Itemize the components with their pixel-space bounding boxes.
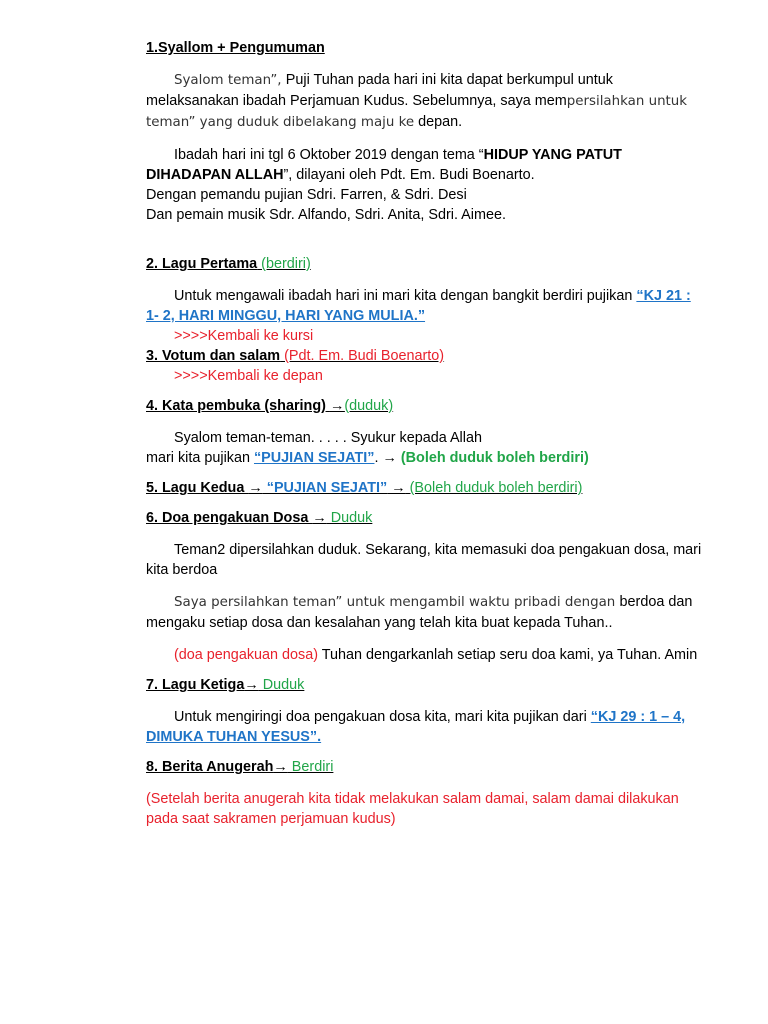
song-kj29-link[interactable]: “KJ 29 : 1 – 4, DIMUKA TUHAN YESUS”. [146, 709, 686, 745]
section-5-heading [146, 478, 706, 498]
section-4-title: 4. Kata pembuka (sharing) [146, 398, 330, 414]
song-pujian-sejati-link[interactable]: “PUJIAN SEJATI” [253, 450, 375, 466]
section-6-paragraph-1: Teman2 dipersilahkan duduk. Sekarang, kita memasuki doa pengakuan dosa, mari kita berdoa [146, 542, 702, 578]
section-7-text: Untuk mengiringi doa pengakuan dosa kita, mari kita pujikan dari [174, 709, 591, 725]
section-3-officiant: (Pdt. Em. Budi Boenarto) [280, 348, 445, 364]
section-8-title: 8. Berita Anugerah [146, 759, 274, 775]
section-6-prayer: Tuhan dengarkanlah setiap seru doa kami, ya Tuhan. Amin [318, 647, 698, 663]
section-8-posture: Berdiri [287, 759, 334, 775]
section-4-text: mari kita pujikan [146, 450, 254, 466]
section-1-paragraph-2 [146, 145, 706, 185]
section-5-song: “PUJIAN SEJATI” [262, 480, 388, 496]
section-4-heading [146, 396, 706, 416]
section-6-paragraph-3 [146, 645, 706, 665]
section-6-paragraph-2 [146, 592, 706, 633]
section-2-note: >>>>Kembali ke kursi [174, 328, 314, 344]
section-6-heading [146, 508, 706, 528]
arrow-right-icon: → [312, 510, 327, 526]
section-7-title: 7. Lagu Ketiga [146, 677, 245, 693]
arrow-right-icon: → [248, 480, 263, 496]
section-3-heading [146, 346, 706, 366]
section-3-note: >>>>Kembali ke depan [174, 368, 323, 384]
musicians-line: Dan pemain musik Sdr. Alfando, Sdri. Anita, Sdri. Aimee. [146, 207, 506, 223]
section-4-posture: (duduk) [344, 398, 394, 414]
arrow-right-icon: → [329, 398, 345, 414]
section-4-line-1: Syalom teman-teman. . . . . Syukur kepada Allah [174, 430, 482, 446]
section-5-posture: (Boleh duduk boleh berdiri) [405, 480, 583, 496]
theme-preacher: ”, dilayani oleh Pdt. Em. Budi Boenarto. [283, 167, 535, 183]
announcement-text: Puji Tuhan pada hari ini kita dapat berkumpul untuk melaksanakan ibadah Perjamuan Kudus. Sebelumnya, saya mem [146, 72, 613, 109]
arrow-right-icon: → [244, 677, 259, 693]
arrow-right-icon: → [387, 480, 406, 496]
section-1-paragraph-1 [146, 70, 706, 133]
section-2-heading [146, 254, 706, 274]
section-6-confess: berdoa dan mengaku setiap dosa dan kesalahan yang telah kita buat kepada Tuhan.. [146, 594, 693, 631]
invite-text: persilahkan untuk teman” yang duduk dibelakang maju ke [146, 94, 688, 130]
theme-title: HIDUP YANG PATUT DIHADAPAN ALLAH [146, 147, 622, 183]
section-8-note: (Setelah berita anugerah kita tidak melakukan salam damai, salam damai dilakukan pada saat sakramen perjamuan kudus) [146, 791, 679, 827]
worship-leaders-line: Dengan pemandu pujian Sdri. Farren, & Sdri. Desi [146, 187, 467, 203]
section-6-invite: Saya persilahkan teman” untuk mengambil waktu pribadi dengan [174, 595, 620, 610]
document-page [146, 38, 706, 829]
song-kj21-link[interactable]: “KJ 21 : 1- 2, HARI MINGGU, HARI YANG MULIA.” [146, 288, 691, 324]
section-4-line-2 [146, 448, 706, 468]
section-2-title: 2. Lagu Pertama [146, 256, 258, 272]
section-4-period: . [374, 450, 383, 466]
section-8-heading [146, 757, 706, 777]
section-3-title: 3. Votum dan salam [146, 348, 281, 364]
arrow-right-icon: → [382, 450, 397, 466]
theme-intro: Ibadah hari ini tgl 6 Oktober 2019 dengan tema “ [174, 147, 484, 163]
section-5-title: 5. Lagu Kedua [146, 480, 249, 496]
section-6-prayer-tag: (doa pengakuan dosa) [174, 647, 319, 663]
section-1-heading: 1.Syallom + Pengumuman [146, 40, 325, 56]
arrow-right-icon: → [273, 759, 288, 775]
section-7-heading [146, 675, 706, 695]
invite-end: depan. [414, 114, 463, 130]
section-7-paragraph [146, 707, 706, 747]
section-6-posture: Duduk [326, 510, 373, 526]
section-6-title: 6. Doa pengakuan Dosa [146, 510, 313, 526]
section-2-text: Untuk mengawali ibadah hari ini mari kita dengan bangkit berdiri pujikan [174, 288, 637, 304]
section-7-posture: Duduk [258, 677, 305, 693]
section-2-paragraph [146, 286, 706, 326]
greeting-text: Syalom teman”, [174, 73, 286, 88]
section-2-posture: (berdiri) [257, 256, 311, 272]
section-4-posture-note: (Boleh duduk boleh berdiri) [396, 450, 589, 466]
